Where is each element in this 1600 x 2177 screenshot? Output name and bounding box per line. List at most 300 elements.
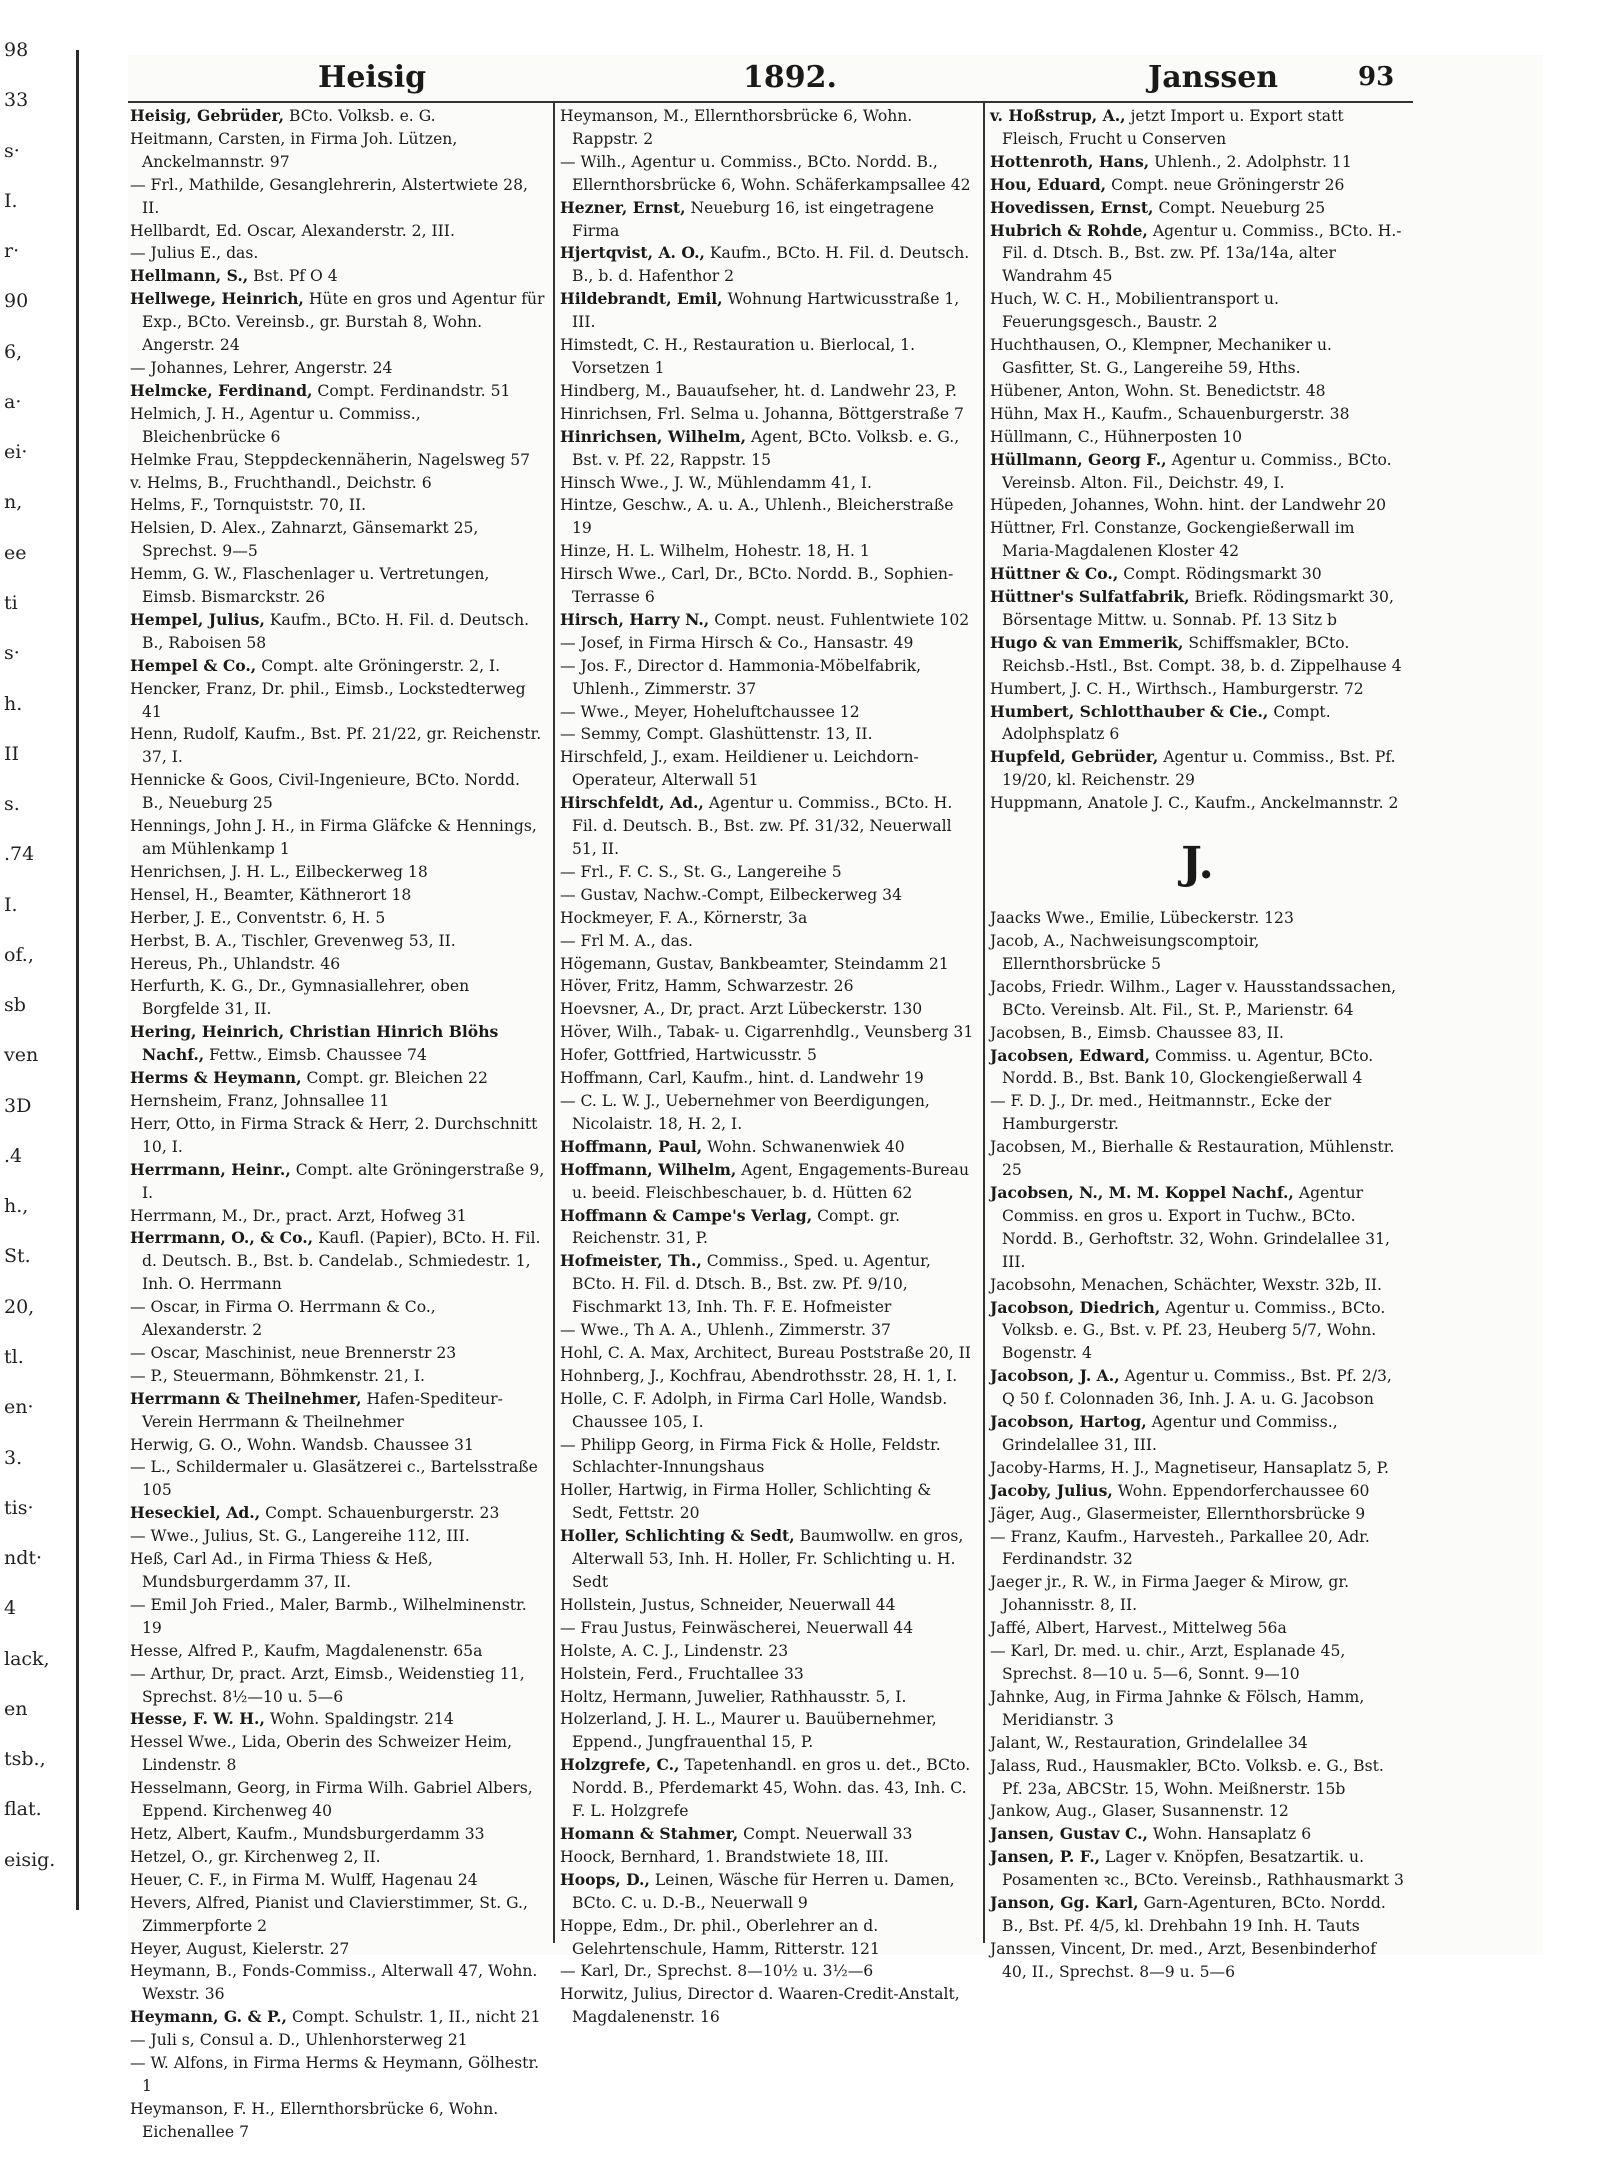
entry-name-bold: Jansen, Gustav C., <box>990 1824 1148 1844</box>
directory-entry <box>130 2029 545 2052</box>
entry-name-bold: Herrmann & Theilnehmer, <box>130 1388 362 1408</box>
edge-fragment: h., <box>4 1195 29 1217</box>
directory-entry <box>130 1159 545 1205</box>
directory-entry <box>990 1571 1405 1617</box>
entry-text: Hoevsner, A., Dr, pract. Arzt Lübeckerstr. 130 <box>560 1000 923 1019</box>
entry-text: — Wwe., Th A. A., Uhlenh., Zimmerstr. 37 <box>560 1321 891 1340</box>
entry-text: Heymanson, M., Ellernthorsbrücke 6, Wohn. Rappstr. 2 <box>560 107 913 148</box>
directory-entry <box>130 975 545 1021</box>
edge-fragment: ei· <box>4 441 28 463</box>
directory-entry <box>130 723 545 769</box>
entry-name-bold: Hupfeld, Gebrüder, <box>990 747 1159 767</box>
directory-entry <box>130 953 545 976</box>
directory-entry <box>560 1686 975 1709</box>
directory-entry <box>990 1938 1405 1984</box>
directory-entry <box>130 494 545 517</box>
header-right-catchword: Janssen <box>1148 60 1279 95</box>
directory-entry <box>130 1846 545 1869</box>
entry-text: — Wwe., Julius, St. G., Langereihe 112, III. <box>130 1527 470 1546</box>
entry-text: Huppmann, Anatole J. C., Kaufm., Anckelmannstr. 2 <box>990 794 1399 813</box>
entry-text: — Emil Joh Fried., Maler, Barmb., Wilhelminenstr. 19 <box>130 1595 527 1637</box>
entry-text: Compt. Schulstr. 1, II., nicht 21 <box>291 2008 541 2027</box>
directory-entry <box>560 1983 975 2029</box>
directory-entry <box>130 1205 545 1228</box>
entry-text: Holtz, Hermann, Juwelier, Rathhausstr. 5, I. <box>560 1687 907 1706</box>
directory-entry <box>130 1021 545 1067</box>
entry-text: Agentur u. Commiss., BCto. Volksb. e. G., Bst. v. Pf. 23, Heuberg 5/7, Wohn. Bogenstr. 4 <box>1002 1298 1386 1363</box>
entry-text: — C. L. W. J., Uebernehmer von Beerdigungen, Nicolaistr. 18, H. 2, I. <box>560 1091 930 1133</box>
edge-fragment: I. <box>4 190 18 212</box>
entry-text: Compt. Rödingsmarkt 30 <box>1123 565 1322 584</box>
entry-name-bold: Herrmann, O., & Co., <box>130 1228 314 1248</box>
directory-entry <box>990 1274 1405 1297</box>
entry-text: Bst. Pf O 4 <box>253 267 338 286</box>
edge-fragment: n, <box>4 491 23 513</box>
directory-entry <box>560 1159 975 1205</box>
adjacent-page-edge <box>0 40 70 1920</box>
entry-text: Leinen, Wäsche für Herren u. Damen, BCto. C. u. D.-B., Neuerwall 9 <box>572 1870 955 1912</box>
entry-text: Agentur u. Commiss., Bst. Pf. 19/20, kl. Reichenstr. 29 <box>1002 748 1396 790</box>
entry-name-bold: Holler, Schlichting & Sedt, <box>560 1526 795 1546</box>
entry-text: Heymanson, F. H., Ellernthorsbrücke 6, Wohn. Eichenallee 7 <box>130 2099 499 2141</box>
entry-text: Heuer, C. F., in Firma M. Wulff, Hagenau 24 <box>130 1870 478 1889</box>
directory-entry <box>560 1823 975 1846</box>
entry-text: Hensel, H., Beamter, Käthnerort 18 <box>130 885 412 904</box>
entry-text: Hinze, H. L. Wilhelm, Hohestr. 18, H. 1 <box>560 542 870 561</box>
directory-entry <box>990 746 1405 792</box>
entry-text: Herber, J. E., Conventstr. 6, H. 5 <box>130 908 386 927</box>
directory-entry <box>560 1365 975 1388</box>
entry-text: Huchthausen, O., Klempner, Mechaniker u. Gasfitter, St. G., Langereihe 59, Hths. <box>990 336 1332 377</box>
entry-text: Heyer, August, Kielerstr. 27 <box>130 1939 350 1958</box>
directory-entry <box>560 105 975 151</box>
entry-text: Hafen-Spediteur-Verein Herrmann & Theilnehmer <box>142 1389 503 1431</box>
directory-entry <box>560 403 975 426</box>
header-left-catchword: Heisig <box>318 60 427 95</box>
directory-entry <box>560 861 975 884</box>
directory-entry <box>560 1869 975 1915</box>
directory-entry <box>130 769 545 815</box>
entry-text: Hessel Wwe., Lida, Oberin des Schweizer Heim, Lindenstr. 8 <box>130 1733 513 1775</box>
entry-text: — Wilh., Agentur u. Commiss., BCto. Nordd. B., Ellernthorsbrücke 6, Wohn. Schäferkampsallee 42 <box>560 152 971 194</box>
column-middle <box>560 105 975 2029</box>
entry-text: Hinsch Wwe., J. W., Mühlendamm 41, I. <box>560 473 872 492</box>
directory-entry <box>130 2052 545 2098</box>
entry-name-bold: Hofmeister, Th., <box>560 1251 702 1271</box>
edge-fragment: 4 <box>4 1597 17 1619</box>
entry-text: — Josef, in Firma Hirsch & Co., Hansastr. 49 <box>560 633 914 652</box>
entry-text: Hohl, C. A. Max, Architect, Bureau Poststraße 20, II <box>560 1343 971 1362</box>
entry-text: Tapetenhandl. en gros u. det., BCto. Nordd. B., Pferdemarkt 45, Wohn. das. 43, Inh. C. F. L. Holzgrefe <box>572 1756 971 1821</box>
entry-name-bold: Hirschfeldt, Ad., <box>560 793 704 813</box>
entry-text: — Frl M. A., das. <box>560 931 694 950</box>
directory-entry <box>130 403 545 449</box>
directory-entry <box>990 494 1405 517</box>
entry-text: Fettw., Eimsb. Chaussee 74 <box>209 1046 427 1065</box>
directory-entry <box>560 242 975 288</box>
entry-name-bold: Hellwege, Heinrich, <box>130 289 304 309</box>
edge-fragment: II <box>4 743 20 765</box>
entry-name-bold: Heseckiel, Ad., <box>130 1503 261 1523</box>
edge-fragment: en· <box>4 1396 34 1418</box>
entry-text: — Frl., F. C. S., St. G., Langereihe 5 <box>560 862 842 881</box>
directory-entry <box>990 1617 1405 1640</box>
entry-text: Helsien, D. Alex., Zahnarzt, Gänsemarkt 25, Sprechst. 9—5 <box>130 519 479 561</box>
entry-text: Höver, Wilh., Tabak- u. Cigarrenhdlg., Veunsberg 31 <box>560 1023 974 1042</box>
directory-entry <box>130 1365 545 1388</box>
entry-text: Compt. Neuerwall 33 <box>743 1824 913 1843</box>
directory-entry <box>560 746 975 792</box>
entry-text: Wohn. Schwanenwiek 40 <box>707 1137 905 1156</box>
directory-entry <box>990 449 1405 495</box>
entry-name-bold: Hou, Eduard, <box>990 174 1107 194</box>
directory-entry <box>130 1456 545 1502</box>
entry-name-bold: Hildebrandt, Emil, <box>560 289 723 309</box>
entry-text: Schiffsmakler, BCto. Reichsb.-Hstl., Bst. Compt. 38, b. d. Zippelhause 4 <box>1002 633 1402 675</box>
entry-text: Herfurth, K. G., Dr., Gymnasiallehrer, oben Borgfelde 31, II. <box>130 977 470 1019</box>
entry-text: Herrmann, M., Dr., pract. Arzt, Hofweg 31 <box>130 1206 467 1225</box>
entry-text: Jacobsen, B., Eimsb. Chaussee 83, II. <box>990 1023 1284 1042</box>
directory-entry <box>130 678 545 724</box>
edge-fragment: a· <box>4 391 22 413</box>
entry-name-bold: Jansen, P. F., <box>990 1847 1101 1867</box>
entry-text: Horwitz, Julius, Director d. Waaren-Credit-Anstalt, Magdalenenstr. 16 <box>560 1985 960 2027</box>
entry-name-bold: Hempel, Julius, <box>130 609 265 629</box>
directory-entry <box>130 930 545 953</box>
edge-fragment: tl. <box>4 1346 24 1368</box>
entry-text: Hennicke & Goos, Civil-Ingenieure, BCto. Nordd. B., Neueburg 25 <box>130 771 520 813</box>
page-fold-shadow <box>76 50 79 1910</box>
directory-entry <box>560 1250 975 1319</box>
directory-entry <box>130 563 545 609</box>
entry-text: Compt. Adolphsplatz 6 <box>1002 702 1331 744</box>
directory-entry <box>130 1594 545 1640</box>
directory-entry <box>560 1960 975 1983</box>
entry-name-bold: Hellmann, S., <box>130 266 249 286</box>
directory-entry <box>560 723 975 746</box>
section-letter: J. <box>1181 838 1214 890</box>
directory-entry <box>990 632 1405 678</box>
directory-entry <box>990 517 1405 563</box>
edge-fragment: 98 <box>4 39 29 61</box>
entry-text: Commiss. u. Agentur, BCto. Nordd. B., Bst. Bank 10, Glockengießerwall 4 <box>1002 1046 1374 1088</box>
entry-text: Kaufm., BCto. H. Fil. d. Deutsch. B., b. d. Hafenthor 2 <box>572 244 970 286</box>
entry-name-bold: Hüttner & Co., <box>990 564 1119 584</box>
directory-entry <box>130 861 545 884</box>
entry-text: Herbst, B. A., Tischler, Grevenweg 53, II. <box>130 931 456 950</box>
directory-entry <box>990 1640 1405 1686</box>
entry-name-bold: Janson, Gg. Karl, <box>990 1893 1139 1913</box>
entry-text: Hintze, Geschw., A. u. A., Uhlenh., Bleicherstraße 19 <box>560 496 954 538</box>
directory-entry <box>130 357 545 380</box>
entry-text: Hesse, Alfred P., Kaufm, Magdalenenstr. 65a <box>130 1641 483 1660</box>
directory-entry <box>130 655 545 678</box>
entry-text: — Oscar, Maschinist, neue Brennerstr 23 <box>130 1343 457 1362</box>
entry-text: Helms, F., Tornquiststr. 70, II. <box>130 496 367 515</box>
entry-text: — Karl, Dr., Sprechst. 8—10½ u. 3½—6 <box>560 1962 874 1981</box>
directory-entry <box>130 449 545 472</box>
entry-name-bold: Heymann, G. & P., <box>130 2007 287 2027</box>
entry-text: Compt. Schauenburgerstr. 23 <box>265 1504 500 1523</box>
directory-entry <box>990 1182 1405 1274</box>
entry-text: Hohnberg, J., Kochfrau, Abendrothsstr. 28, H. 1, I. <box>560 1366 958 1385</box>
entry-text: Hellbardt, Ed. Oscar, Alexanderstr. 2, III. <box>130 221 455 240</box>
entry-name-bold: Herrmann, Heinr., <box>130 1159 291 1179</box>
entry-text: Kaufm., BCto. H. Fil. d. Deutsch. B., Raboisen 58 <box>142 610 530 652</box>
entry-text: Agentur und Commiss., Grindelallee 31, III. <box>1002 1413 1338 1454</box>
entry-text: Hirsch Wwe., Carl, Dr., BCto. Nordd. B., Sophien-Terrasse 6 <box>560 565 954 607</box>
directory-entry <box>130 242 545 265</box>
directory-entry <box>560 472 975 495</box>
entry-text: v. Helms, B., Fruchthandl., Deichstr. 6 <box>130 473 432 492</box>
entry-name-bold: Hempel & Co., <box>130 655 257 675</box>
directory-entry <box>130 1708 545 1731</box>
entry-name-bold: Hubrich & Rohde, <box>990 220 1148 240</box>
entry-text: Compt. Ferdinandstr. 51 <box>317 381 511 400</box>
directory-entry <box>990 930 1405 976</box>
entry-text: — Julius E., das. <box>130 244 259 263</box>
column-right <box>990 105 1405 1984</box>
entry-text: Jalass, Rud., Hausmakler, BCto. Volksb. e. G., Bst. Pf. 23a, ABCStr. 15, Wohn. Meißnerstr. 15b <box>990 1756 1384 1798</box>
entry-text: Neueburg 16, ist eingetragene Firma <box>572 198 935 240</box>
entry-text: Högemann, Gustav, Bankbeamter, Steindamm 21 <box>560 954 949 973</box>
directory-entry <box>560 930 975 953</box>
entry-name-bold: Hoffmann & Campe's Verlag, <box>560 1205 813 1225</box>
directory-entry <box>560 1915 975 1961</box>
edge-fragment: lack, <box>4 1648 50 1670</box>
entry-text: Holzerland, J. H. L., Maurer u. Bauübernehmer, Eppend., Jungfrauenthal 15, P. <box>560 1710 937 1752</box>
edge-fragment: of., <box>4 944 34 966</box>
directory-entry <box>560 655 975 701</box>
entry-name-bold: Hinrichsen, Wilhelm, <box>560 426 747 446</box>
directory-entry <box>990 1411 1405 1457</box>
entry-text: Heß, Carl Ad., in Firma Thiess & Heß, Mundsburgerdamm 37, II. <box>130 1550 433 1591</box>
directory-entry <box>130 1502 545 1525</box>
directory-entry <box>130 884 545 907</box>
entry-name-bold: Hüllmann, Georg F., <box>990 449 1167 469</box>
directory-entry <box>990 1732 1405 1755</box>
directory-entry <box>130 1960 545 2006</box>
entry-text: Hindberg, M., Bauaufseher, ht. d. Landwehr 23, P. <box>560 381 957 400</box>
directory-entry <box>130 1731 545 1777</box>
directory-entry <box>130 1869 545 1892</box>
entry-text: — Juli s, Consul a. D., Uhlenhorsterweg 21 <box>130 2031 468 2050</box>
directory-entry <box>560 975 975 998</box>
entry-text: Agentur u. Commiss., BCto. H.-Fil. d. Dtsch. B., Bst. zw. Pf. 13a/14a, alter Wandrahm 45 <box>1002 221 1402 286</box>
edge-fragment: 6, <box>4 341 23 363</box>
entry-text: Jaacks Wwe., Emilie, Lübeckerstr. 123 <box>990 909 1294 928</box>
entry-text: Holler, Hartwig, in Firma Holler, Schlichting & Sedt, Fettstr. 20 <box>560 1481 932 1523</box>
entry-text: Hoock, Bernhard, 1. Brandstwiete 18, III. <box>560 1847 889 1866</box>
directory-entry <box>990 1846 1405 1892</box>
entry-text: — Franz, Kaufm., Harvesteh., Parkallee 20, Adr. Ferdinandstr. 32 <box>990 1527 1370 1569</box>
entry-text: Hollstein, Justus, Schneider, Neuerwall 44 <box>560 1595 896 1614</box>
directory-entry <box>990 220 1405 289</box>
directory-entry <box>990 1686 1405 1732</box>
entry-text: Herr, Otto, in Firma Strack & Herr, 2. Durchschnitt 10, I. <box>130 1114 538 1156</box>
directory-entry <box>130 380 545 403</box>
entry-text: — W. Alfons, in Firma Herms & Heymann, Gölhestr. 1 <box>130 2054 540 2095</box>
directory-entry <box>130 1548 545 1594</box>
entry-text: BCto. Volksb. e. G. <box>289 107 436 125</box>
entry-text: Agent, Engagements-Bureau u. beeid. Fleischbeschauer, b. d. Hütten 62 <box>572 1160 969 1202</box>
edge-fragment: St. <box>4 1245 31 1267</box>
entry-text: — Wwe., Meyer, Hoheluftchaussee 12 <box>560 702 860 721</box>
directory-entry <box>990 678 1405 701</box>
entry-name-bold: Jacobson, Hartog, <box>990 1412 1147 1432</box>
directory-entry <box>990 1090 1405 1136</box>
edge-fragment: sb <box>4 994 26 1016</box>
directory-entry <box>130 1823 545 1846</box>
entry-text: Helmich, J. H., Agentur u. Commiss., Bleichenbrücke 6 <box>130 404 421 446</box>
edge-fragment: 33 <box>4 89 29 111</box>
edge-fragment: 3D <box>4 1095 32 1117</box>
directory-entry <box>990 288 1405 334</box>
edge-fragment: 3. <box>4 1447 23 1469</box>
entry-name-bold: Hesse, F. W. H., <box>130 1709 265 1729</box>
directory-entry <box>130 174 545 220</box>
header-rule <box>128 101 1413 103</box>
directory-entry <box>990 151 1405 174</box>
directory-entry <box>130 1388 545 1434</box>
entry-text: — Jos. F., Director d. Hammonia-Möbelfabrik, Uhlenh., Zimmerstr. 37 <box>560 656 922 698</box>
directory-entry <box>990 701 1405 747</box>
directory-entry <box>130 220 545 243</box>
directory-entry <box>990 1892 1405 1938</box>
entry-text: — Oscar, in Firma O. Herrmann & Co., Alexanderstr. 2 <box>130 1298 436 1340</box>
directory-entry <box>130 1227 545 1296</box>
page-number: 93 <box>1358 62 1395 92</box>
entry-text: Jäger, Aug., Glasermeister, Ellernthorsbrücke 9 <box>990 1504 1366 1523</box>
entry-text: Wohn. Spaldingstr. 214 <box>269 1710 454 1729</box>
entry-text: — Karl, Dr. med. u. chir., Arzt, Esplanade 45, Sprechst. 8—10 u. 5—6, Sonnt. 9—10 <box>990 1642 1346 1683</box>
entry-text: Hirschfeld, J., exam. Heildiener u. Leichdorn-Operateur, Alterwall 51 <box>560 748 919 790</box>
directory-entry <box>130 609 545 655</box>
entry-text: — L., Schildermaler u. Glasätzerei c., Bartelsstraße 105 <box>130 1458 538 1500</box>
directory-entry <box>990 1045 1405 1091</box>
entry-name-bold: Hugo & van Emmerik, <box>990 632 1184 652</box>
entry-text: Heymann, B., Fonds-Commiss., Alterwall 47, Wohn. Wexstr. 36 <box>130 1962 538 2004</box>
entry-text: — F. D. J., Dr. med., Heitmannstr., Ecke der Hamburgerstr. <box>990 1092 1332 1134</box>
directory-entry <box>130 288 545 357</box>
entry-text: — Johannes, Lehrer, Angerstr. 24 <box>130 358 393 377</box>
edge-fragment: en <box>4 1698 28 1720</box>
directory-entry <box>130 1640 545 1663</box>
directory-entry <box>990 1800 1405 1823</box>
entry-name-bold: Helmcke, Ferdinand, <box>130 380 313 400</box>
entry-text: Huch, W. C. H., Mobilientransport u. Feuerungsgesch., Baustr. 2 <box>990 290 1279 332</box>
directory-entry <box>560 792 975 861</box>
directory-entry <box>990 197 1405 220</box>
entry-name-bold: Jacobsen, Edward, <box>990 1045 1151 1065</box>
directory-entry <box>130 1296 545 1342</box>
entry-name-bold: Hering, Heinrich, Christian Hinrich Blöhs Nachf., <box>130 1022 499 1065</box>
entry-text: Compt. neust. Fuhlentwiete 102 <box>714 610 970 629</box>
entry-text: Agentur u. Commiss., BCto. H. Fil. d. Deutsch. B., Bst. zw. Pf. 31/32, Neuerwall 51, II. <box>572 794 953 858</box>
entry-text: Hernsheim, Franz, Johnsallee 11 <box>130 1091 390 1110</box>
entry-text: Hevers, Alfred, Pianist und Clavierstimmer, St. G., Zimmerpforte 2 <box>130 1893 528 1935</box>
edge-fragment: ee <box>4 542 27 564</box>
directory-entry <box>130 2006 545 2029</box>
directory-entry <box>990 1136 1405 1182</box>
entry-text: Hüpeden, Johannes, Wohn. hint. der Landwehr 20 <box>990 496 1387 515</box>
directory-entry <box>130 1938 545 1961</box>
directory-entry <box>990 1480 1405 1503</box>
directory-entry <box>560 1640 975 1663</box>
entry-name-bold: Hjertqvist, A. O., <box>560 243 705 263</box>
entry-text: Helmke Frau, Steppdeckennäherin, Nagelsweg 57 <box>130 450 531 469</box>
entry-text: Jaeger jr., R. W., in Firma Jaeger & Mirow, gr. Johannisstr. 8, II. <box>990 1573 1350 1615</box>
directory-entry <box>560 334 975 380</box>
entry-name-bold: Jacoby, Julius, <box>990 1480 1113 1500</box>
directory-entry <box>130 265 545 288</box>
entry-text: Holle, C. F. Adolph, in Firma Carl Holle, Wandsb. Chaussee 105, I. <box>560 1389 948 1431</box>
directory-entry <box>990 174 1405 197</box>
entry-text: Holste, A. C. J., Lindenstr. 23 <box>560 1641 789 1660</box>
directory-entry <box>560 1090 975 1136</box>
entry-text: jetzt Import u. Export statt Fleisch, Frucht u Conserven <box>1002 107 1344 148</box>
entry-text: Jahnke, Aug, in Firma Jahnke & Fölsch, Hamm, Meridianstr. 3 <box>990 1687 1365 1729</box>
edge-fragment: ndt· <box>4 1547 43 1569</box>
directory-entry <box>130 2098 545 2144</box>
entry-text: Hühn, Max H., Kaufm., Schauenburgerstr. 38 <box>990 404 1350 423</box>
directory-entry <box>560 1594 975 1617</box>
entry-name-bold: Jacobsen, N., M. M. Koppel Nachf., <box>990 1182 1294 1202</box>
entry-text: Jankow, Aug., Glaser, Susannenstr. 12 <box>990 1802 1289 1821</box>
directory-entry <box>130 1663 545 1709</box>
directory-entry <box>560 998 975 1021</box>
directory-entry <box>560 494 975 540</box>
directory-entry <box>560 1319 975 1342</box>
edge-fragment: 20, <box>4 1296 35 1318</box>
entry-name-bold: Hoops, D., <box>560 1869 650 1889</box>
entry-text: — Arthur, Dr, pract. Arzt, Eimsb., Weidenstieg 11, Sprechst. 8½—10 u. 5—6 <box>130 1664 525 1706</box>
directory-entry <box>990 586 1405 632</box>
directory-entry <box>560 907 975 930</box>
entry-text: Compt. alte Gröningerstraße 9, I. <box>142 1160 545 1202</box>
entry-text: Hübener, Anton, Wohn. St. Benedictstr. 48 <box>990 381 1326 400</box>
directory-entry <box>130 105 545 128</box>
directory-entry <box>560 1846 975 1869</box>
edge-fragment: .74 <box>4 843 35 865</box>
directory-entry <box>560 953 975 976</box>
running-header <box>128 60 1413 100</box>
directory-entry <box>560 1067 975 1090</box>
entry-text: — Frau Justus, Feinwäscherei, Neuerwall 44 <box>560 1618 914 1637</box>
edge-fragment: tis· <box>4 1497 34 1519</box>
directory-entry <box>990 1526 1405 1572</box>
entry-text: Hennings, John J. H., in Firma Gläfcke & Hennings, am Mühlenkamp 1 <box>130 817 537 858</box>
entry-text: Hesselmann, Georg, in Firma Wilh. Gabriel Albers, Eppend. Kirchenweg 40 <box>130 1779 533 1821</box>
entry-text: Wohn. Eppendorferchaussee 60 <box>1117 1481 1370 1500</box>
directory-entry <box>990 105 1405 151</box>
directory-entry <box>130 1113 545 1159</box>
entry-text: Agentur u. Commiss., BCto. Vereinsb. Alton. Fil., Deichstr. 49, I. <box>1002 450 1392 492</box>
entry-text: Hetzel, O., gr. Kirchenweg 2, II. <box>130 1847 381 1866</box>
directory-entry <box>990 1755 1405 1801</box>
directory-entry <box>560 1525 975 1594</box>
entry-text: Baumwollw. en gros, Alterwall 53, Inh. H. Holler, Fr. Schlichting u. H. Sedt <box>572 1527 964 1591</box>
edge-fragment: 90 <box>4 290 29 312</box>
column-left <box>130 105 545 2144</box>
entry-text: Agent, BCto. Volksb. e. G., Bst. v. Pf. 22, Rappstr. 15 <box>572 427 960 469</box>
entry-text: Hüttner, Frl. Constanze, Gockengießerwall im Maria-Magdalenen Kloster 42 <box>990 519 1355 561</box>
directory-entry <box>130 815 545 861</box>
entry-text: — P., Steuermann, Böhmkenstr. 21, I. <box>130 1366 425 1385</box>
directory-entry <box>560 1342 975 1365</box>
directory-entry <box>990 403 1405 426</box>
entry-text: — Frl., Mathilde, Gesanglehrerin, Alstertwiete 28, II. <box>130 175 528 217</box>
